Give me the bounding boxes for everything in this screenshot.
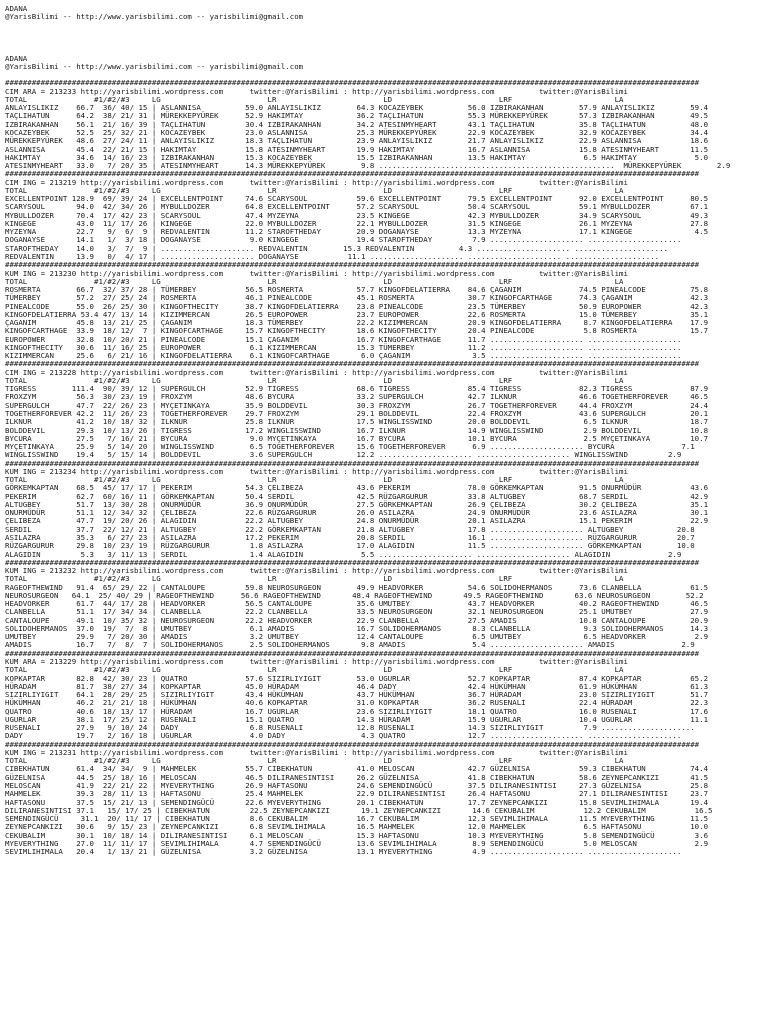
result-row: IZBIRAKANHAN 56.1 21/ 16/ 39 | TAÇLIHATUN 30.4 IZBIRAKANHAN 34.2 ATESINMYHEART 43.1 TAÇLIHATUN 35.8 TAÇLIHATUN 48.0: [5, 119, 709, 129]
result-row: DADY 19.7 2/ 16/ 18 | UGURLAR 4.0 DADY 4.3 QUATRO 12.7 ..................... .....................: [5, 731, 682, 741]
result-row: RAGEOFTHEWIND 91.4 65/ 29/ 22 | CANTALOUPE 59.8 NEUROSURGEON 49.9 HEADVORKER 54.6 SOLIDOHERMANOS 73.6 CLANBELLA 61.5: [5, 582, 709, 592]
site-credit: @YarisBilimi -- http://www.yarisbilimi.com -- yarisbilimi@gmail.com: [5, 61, 304, 71]
result-row: KINGOFTHECITY 30.6 11/ 16/ 25 | EUROPOWER 6.1 KIZIMMERCAN 15.3 TÜMERBEY 11.2 ..................... .....................: [5, 342, 682, 352]
result-row: WINGLISSWIND 19.4 5/ 15/ 14 | BOLDDEVIL 3.6 SUPERGULCH 12.2 ..................... ..................... WINGLISSWIND 2.9: [5, 450, 682, 460]
result-row: CIBEKHATUN 61.4 34/ 34/ 9 | MAHMELEK 55.7 CIBEKHATUN 41.0 MELOSCAN 42.7 GÜZELNISA 59.3 CIBEKHATUN 74.4: [5, 764, 709, 774]
result-row: ALTUGBEY 51.7 13/ 30/ 28 | ONURMÜDÜR 36.9 ONURMÜDÜR 27.5 GÖRKEMKAPTAN 26.9 ÇELIBEZA 30.2 ÇELIBEZA 35.1: [5, 499, 709, 509]
separator-line: ############################################################################################################################################################: [5, 169, 700, 179]
column-header-row: TOTAL #1/#2/#3 LG LR LD LRF LA: [5, 94, 624, 104]
result-row: KOPKAPTAR 82.8 42/ 30/ 23 | QUATRO 57.6 SIZIRLIYIGIT 53.0 UGURLAR 52.7 KOPKAPTAR 87.4 KOPKAPTAR 65.2: [5, 673, 709, 683]
separator-line: ############################################################################################################################################################: [5, 78, 700, 88]
result-row: EUROPOWER 32.8 10/ 20/ 21 | PINEALCODE 15.1 ÇAGANIM 16.7 KINGOFCARTHAGE 11.7 ..................... .....................: [5, 334, 682, 344]
blank-line: [5, 46, 764, 54]
result-row: DILIRANESINTISI 37.1 15/ 17/ 25 | CIBEKHATUN 22.5 ZEYNEPCANKIZI 19.1 ZEYNEPCANKIZI 14.6 CEKUBALIM 12.2 CEKUBALIM 16.5: [5, 805, 713, 815]
result-row: CANTALOUPE 49.1 10/ 35/ 32 | NEUROSURGEON 22.2 HEADVORKER 22.9 CLANBELLA 27.5 AMADIS 10.8 CANTALOUPE 20.9: [5, 615, 709, 625]
result-row: KINGOFDELATIERRA 53.4 47/ 13/ 14 | KIZIMMERCAN 26.5 EUROPOWER 23.7 EUROPOWER 22.6 ROSMERTA 15.0 TÜMERBEY 35.1: [5, 309, 709, 319]
result-row: CEKUBALIM 30.1 10/ 18/ 14 | DILIRANESINTISI 6.1 MELOSCAN 15.3 HAFTASONU 10.3 MYEVERYTHING 5.8 SEMENDINGÜCÜ 3.6: [5, 830, 709, 840]
result-row: AMADIS 16.7 7/ 8/ 7 | SOLIDOHERMANOS 2.5 SOLIDOHERMANOS 9.8 AMADIS 5.4 ..................... AMADIS 2.9: [5, 640, 695, 650]
result-row: HÜKÜMHAN 46.2 21/ 21/ 18 | HÜKÜMHAN 40.6 KOPKAPTAR 31.0 KOPKAPTAR 36.2 RUSENALI 22.4 HÜRADAM 22.3: [5, 698, 709, 708]
result-row: ASLANNISA 45.4 22/ 21/ 15 | HAKIMTAY 15.8 ATESINMYHEART 19.9 HAKIMTAY 16.7 ASLANNISA 15.8 ATESINMYHEART 11.5: [5, 144, 709, 154]
blank-line: [5, 30, 764, 38]
result-row: SOLIDOHERMANOS 37.0 19/ 7/ 8 | UMUTBEY 6.1 AMADIS 16.7 SOLIDOHERMANOS 8.3 CLANBELLA 9.3 SOLIDOHERMANOS 14.3: [5, 623, 709, 633]
result-row: ANLAYISLIKIZ 66.7 36/ 40/ 15 | ASLANNISA 59.0 ANLAYISLIKIZ 64.3 KOCAZEYBEK 56.0 IZBIRAKANHAN 57.9 ANLAYISLIKIZ 59.4: [5, 103, 709, 113]
column-header-row: TOTAL #1/#2/#3 LG LR LD LRF LA: [5, 375, 624, 385]
race-header: KUM ING = 213232 http://yarisbilimi.wordpress.com twitter:@YarisBilimi : http://yarisbilimi.wordpress.com twitter:@YarisBilimi: [5, 566, 628, 576]
result-row: SEMENDINGÜCÜ 31.1 20/ 11/ 17 | CIBEKHATUN 8.6 CEKUBALIM 16.7 CEKUBALIM 12.3 SEVIMLIHIMALA 11.5 MYEVERYTHING 11.5: [5, 814, 709, 824]
result-row: RUSENALI 27.9 9/ 10/ 24 | DADY 6.8 RUSENALI 12.8 RUSENALI 14.3 SIZIRLIYIGIT 7.9 .....................: [5, 723, 695, 733]
result-row: EXCELLENTPOINT 128.9 69/ 39/ 24 | EXCELLENTPOINT 74.6 SCARYSOUL 59.6 EXCELLENTPOINT 79.5 EXCELLENTPOINT 92.0 EXCELLENTPOINT 80.5: [5, 194, 709, 204]
column-header-row: TOTAL #1/#2/#3 LG LR LD LRF LA: [5, 185, 624, 195]
result-row: TÜMERBEY 57.2 27/ 25/ 24 | ROSMERTA 46.1 PINEALCODE 45.1 ROSMERTA 30.7 KINGOFCARTHAGE 74.3 ÇAGANIM 42.3: [5, 293, 709, 303]
result-row: ALAGIDIN 5.3 3/ 11/ 13 | SERDIL 1.4 ALAGIDIN 5.5 ..................... ..................... ALAGIDIN 2.9: [5, 549, 682, 559]
result-row: MÜREKKEPYÜREK 48.6 27/ 24/ 11 | ANLAYISLIKIZ 18.3 TAÇLIHATUN 23.9 ANLAYISLIKIZ 21.7 ANLAYISLIKIZ 22.9 ASLANNISA 18.6: [5, 136, 709, 146]
result-row: HAKIMTAY 34.6 14/ 16/ 23 | IZBIRAKANHAN 15.3 KOCAZEYBEK 15.5 IZBIRAKANHAN 13.5 HAKIMTAY 6.5 HAKIMTAY 5.0: [5, 152, 709, 162]
result-row: PEKERIM 62.7 60/ 16/ 11 | GÖRKEMKAPTAN 50.4 SERDIL 42.5 RÜZGARGURUR 33.8 ALTUGBEY 68.7 SERDIL 42.9: [5, 491, 709, 501]
race-header: CIM ING = 213219 http://yarisbilimi.wordpress.com twitter:@YarisBilimi : http://yarisbilimi.wordpress.com twitter:@YarisBilimi: [5, 177, 628, 187]
result-row: HAFTASONU 37.5 15/ 21/ 13 | SEMENDINGÜCÜ 22.6 MYEVERYTHING 20.1 CIBEKHATUN 17.7 ZEYNEPCANKIZI 15.8 SEVIMLIHIMALA 19.4: [5, 797, 709, 807]
site-credit: @YarisBilimi -- http://www.yarisbilimi.com -- yarisbilimi@gmail.com: [5, 12, 304, 22]
column-header-row: TOTAL #1/#2/#3 LG LR LD LRF LA: [5, 475, 624, 485]
result-row: HÜRADAM 81.7 38/ 27/ 34 | KOPKAPTAR 45.0 HÜRADAM 46.4 DADY 42.4 HÜKÜMHAN 61.9 HÜKÜMHAN 61.3: [5, 681, 709, 691]
result-row: RÜZGARGURUR 29.8 10/ 23/ 19 | RÜZGARGURUR 1.8 ASILAZRA 17.0 ALAGIDIN 11.5 ..................... GÖRKEMKAPTAN 10.0: [5, 541, 695, 551]
separator-line: ############################################################################################################################################################: [5, 359, 700, 369]
result-row: UGURLAR 38.1 17/ 25/ 12 | RUSENALI 15.1 QUATRO 14.3 HÜRADAM 15.9 UGURLAR 10.4 UGURLAR 11.1: [5, 714, 709, 724]
separator-line: ############################################################################################################################################################: [5, 648, 700, 658]
race-header: KUM ARA = 213229 http://yarisbilimi.wordpress.com twitter:@YarisBilimi : http://yarisbilimi.wordpress.com twitter:@YarisBilimi: [5, 656, 628, 666]
result-row: TOGETHERFOREVER 42.2 11/ 26/ 23 | TOGETHERFOREVER 29.7 FROXZYM 29.1 BOLDDEVIL 22.4 FROXZYM 43.6 SUPERGULCH 20.1: [5, 409, 709, 419]
result-row: QUATRO 40.6 18/ 13/ 17 | HÜRADAM 16.7 UGURLAR 23.6 SIZIRLIYIGIT 18.1 QUATRO 16.0 RUSENALI 17.6: [5, 706, 709, 716]
blank-line: [5, 22, 764, 30]
column-header-row: TOTAL #1/#2/#3 LG LR LD LRF LA: [5, 665, 624, 675]
result-row: TIGRESS 111.4 90/ 39/ 12 | SUPERGULCH 52.9 TIGRESS 68.6 TIGRESS 85.4 TIGRESS 82.3 TIGRESS 87.9: [5, 384, 709, 394]
column-header-row: TOTAL #1/#2/#3 LG LR LD LRF LA: [5, 574, 624, 584]
result-row: GÜZELNISA 44.5 25/ 18/ 16 | MELOSCAN 46.5 DILIRANESINTISI 26.2 GÜZELNISA 41.8 CIBEKHATUN 58.6 ZEYNEPCANKIZI 41.5: [5, 772, 709, 782]
result-row: NEUROSURGEON 64.1 25/ 40/ 29 | RAGEOFTHEWIND 56.6 RAGEOFTHEWIND 48.4 RAGEOFTHEWIND 49.5 RAGEOFTHEWIND 63.6 NEUROSURGEON 52.2: [5, 590, 704, 600]
result-row: KIZIMMERCAN 25.6 6/ 21/ 16 | KINGOFDELATIERRA 6.1 KINGOFCARTHAGE 6.0 ÇAGANIM 3.5 ..................... .....................: [5, 351, 682, 361]
result-row: MYEVERYTHING 27.0 11/ 11/ 17 | SEVIMLIHIMALA 4.7 SEMENDINGÜCÜ 13.6 SEVIMLIHIMALA 8.9 SEMENDINGÜCÜ 5.0 MELOSCAN 2.9: [5, 838, 709, 848]
separator-line: ############################################################################################################################################################: [5, 739, 700, 749]
result-row: KINGEGE 43.0 11/ 17/ 26 | KINGEGE 22.0 MYBULLDOZER 22.1 MYBULLDOZER 31.5 KINGEGE 26.1 MYZEYNA 27.8: [5, 218, 709, 228]
blank-line: [5, 38, 764, 46]
result-row: BOLDDEVIL 29.3 10/ 13/ 26 | TIGRESS 17.2 WINGLISSWIND 16.7 ILKNUR 14.9 WINGLISSWIND 2.9 BOLDDEVIL 10.8: [5, 425, 709, 435]
result-row: REDVALENTIN 13.9 0/ 4/ 17 | ..................... DOGANAYSE 11.1 ..................... ..................... .....................: [5, 251, 660, 261]
result-row: ZEYNEPCANKIZI 30.6 9/ 15/ 23 | ZEYNEPCANKIZI 6.8 SEVIMLIHIMALA 16.5 MAHMELEK 12.0 MAHMELEK 6.5 HAFTASONU 10.0: [5, 822, 709, 832]
result-row: SIZIRLIYIGIT 64.1 28/ 29/ 25 | SIZIRLIYIGIT 43.4 HÜKÜMHAN 43.7 HÜKÜMHAN 36.7 HÜRADAM 23.0 SIZIRLIYIGIT 51.7: [5, 690, 709, 700]
result-row: DOGANAYSE 14.1 1/ 3/ 18 | DOGANAYSE 9.0 KINGEGE 19.4 STAROFTHEDAY 7.9 ..................... .....................: [5, 235, 682, 245]
city-title: ADANA: [5, 53, 28, 63]
result-row: STAROFTHEDAY 14.0 3/ 7/ 9 | ..................... REDVALENTIN 15.3 REDVALENTIN 4.3 ..................... .....................: [5, 243, 668, 253]
result-row: ASILAZRA 35.3 6/ 27/ 23 | ASILAZRA 17.2 PEKERIM 20.8 SERDIL 16.1 ..................... RÜZGARGURUR 20.7: [5, 533, 695, 542]
result-row: SCARYSOUL 94.0 42/ 34/ 26 | MYBULLDOZER 64.8 EXCELLENTPOINT 57.2 SCARYSOUL 50.4 SCARYSOUL 59.1 MYBULLDOZER 67.1: [5, 202, 709, 212]
result-row: BYCURA 27.5 7/ 16/ 21 | BYCURA 9.0 MYÇETINKAYA 16.7 BYCURA 10.1 BYCURA 2.5 MYÇETINKAYA 10.7: [5, 433, 709, 443]
result-row: ÇELIBEZA 47.7 19/ 20/ 26 | ALAGIDIN 22.2 ALTUGBEY 24.8 ONURMÜDÜR 20.1 ASILAZRA 15.1 PEKERIM 22.9: [5, 516, 709, 526]
result-row: KOCAZEYBEK 52.5 25/ 32/ 21 | KOCAZEYBEK 23.0 ASLANNISA 25.3 MÜREKKEPYÜREK 22.9 KOCAZEYBEK 32.9 KOCAZEYBEK 34.4: [5, 127, 709, 137]
result-row: MYÇETINKAYA 25.9 5/ 14/ 20 | WINGLISSWIND 6.5 TOGETHERFOREVER 15.6 TOGETHERFOREVER 6.9 ..................... BYCURA 7.1: [5, 442, 695, 452]
result-row: ONURMÜDÜR 51.1 12/ 34/ 32 | ÇELIBEZA 22.6 RÜZGARGURUR 26.0 ASILAZRA 24.9 ONURMÜDÜR 23.6 ASILAZRA 30.1: [5, 508, 709, 518]
result-row: GÖRKEMKAPTAN 68.5 45/ 17/ 17 | PEKERIM 54.3 ÇELIBEZA 43.6 PEKERIM 78.0 GÖRKEMKAPTAN 91.5 ONURMÜDÜR 43.6: [5, 483, 709, 493]
result-row: MYZEYNA 22.7 9/ 6/ 9 | REDVALENTIN 11.2 STAROFTHEDAY 20.9 DOGANAYSE 13.3 MYZEYNA 17.1 KINGEGE 4.5: [5, 227, 709, 237]
result-row: MYBULLDOZER 70.4 17/ 42/ 23 | SCARYSOUL 47.4 MYZEYNA 23.5 KINGEGE 42.3 MYBULLDOZER 34.9 SCARYSOUL 49.3: [5, 210, 709, 220]
result-row: MAHMELEK 39.3 28/ 11/ 13 | HAFTASONU 25.4 MAHMELEK 22.9 DILIRANESINTISI 26.4 HAFTASONU 27.1 DILIRANESINTISI 23.7: [5, 789, 709, 799]
race-header: CIM ING = 213228 http://yarisbilimi.wordpress.com twitter:@YarisBilimi : http://yarisbilimi.wordpress.com twitter:@YarisBilimi: [5, 367, 628, 377]
race-header: KUM ING = 213230 http://yarisbilimi.wordpress.com twitter:@YarisBilimi : http://yarisbilimi.wordpress.com twitter:@YarisBilimi: [5, 268, 628, 278]
result-row: HEADVORKER 61.7 44/ 17/ 28 | HEADVORKER 56.5 CANTALOUPE 35.6 UMUTBEY 43.7 HEADVORKER 40.2 RAGEOFTHEWIND 46.5: [5, 599, 709, 609]
race-header: KUM ING = 213234 http://yarisbilimi.wordpress.com twitter:@YarisBilimi : http://yarisbilimi.wordpress.com twitter:@YarisBilimi: [5, 466, 628, 476]
result-row: TAÇLIHATUN 64.2 38/ 21/ 31 | MÜREKKEPYÜREK 52.9 HAKIMTAY 36.2 TAÇLIHATUN 55.3 MÜREKKEPYÜREK 57.3 IZBIRAKANHAN 49.5: [5, 111, 709, 121]
result-row: MELOSCAN 41.9 22/ 21/ 22 | MYEVERYTHING 26.9 HAFTASONU 24.6 SEMENDINGÜCÜ 37.5 DILIRANESINTISI 27.3 GÜZELNISA 25.8: [5, 780, 709, 790]
column-header-row: TOTAL #1/#2/#3 LG LR LD LRF LA: [5, 276, 624, 286]
result-row: SUPERGULCH 47.7 22/ 26/ 23 | MYÇETINKAYA 35.9 BOLDDEVIL 30.3 FROXZYM 26.7 TOGETHERFOREVER 44.4 FROXZYM 24.4: [5, 400, 709, 410]
race-header: KUM ING = 213231 http://yarisbilimi.wordpress.com twitter:@YarisBilimi : http://yarisbilimi.wordpress.com twitter:@YarisBilimi: [5, 747, 628, 757]
result-row: SEVIMLIHIMALA 20.4 1/ 13/ 21 | GÜZELNISA 3.2 GÜZELNISA 13.1 MYEVERYTHING 4.9 ..................... .....................: [5, 847, 682, 857]
result-row: PINEALCODE 55.0 26/ 25/ 30 | KINGOFTHECITY 38.7 KINGOFDELATIERRA 23.8 PINEALCODE 23.5 TÜMERBEY 50.9 EUROPOWER 42.3: [5, 301, 709, 311]
race-header: CIM ARA = 213233 http://yarisbilimi.wordpress.com twitter:@YarisBilimi : http://yarisbilimi.wordpress.com twitter:@YarisBilimi: [5, 86, 628, 96]
result-row: CLANBELLA 51.1 17/ 34/ 34 | CLANBELLA 22.2 CLANBELLA 33.5 NEUROSURGEON 32.1 NEUROSURGEON 25.1 UMUTBEY 27.9: [5, 607, 709, 617]
result-row: SERDIL 37.7 22/ 12/ 21 | ALTUGBEY 22.2 GÖRKEMKAPTAN 21.8 ALTUGBEY 17.8 ..................... ALTUGBEY 20.8: [5, 524, 695, 534]
separator-line: ############################################################################################################################################################: [5, 557, 700, 567]
result-row: FROXZYM 56.3 30/ 23/ 19 | FROXZYM 48.6 BYCURA 33.2 SUPERGULCH 42.7 ILKNUR 46.6 TOGETHERFOREVER 46.5: [5, 392, 709, 402]
result-row: ILKNUR 41.2 10/ 18/ 32 | ILKNUR 25.8 ILKNUR 17.5 WINGLISSWIND 20.0 BOLDDEVIL 6.5 ILKNUR 18.7: [5, 417, 709, 427]
result-row: KINGOFCARTHAGE 33.9 18/ 12/ 7 | KINGOFCARTHAGE 15.7 KINGOFTHECITY 18.6 KINGOFTHECITY 20.4 PINEALCODE 5.8 ROSMERTA 15.7: [5, 326, 709, 336]
city-title: ADANA: [5, 4, 28, 13]
column-header-row: TOTAL #1/#2/#3 LG LR LD LRF LA: [5, 756, 624, 766]
result-row: UMUTBEY 29.9 7/ 20/ 30 | AMADIS 3.2 UMUTBEY 12.4 CANTALOUPE 6.5 UMUTBEY 6.5 HEADVORKER 2.9: [5, 632, 709, 642]
result-row: ROSMERTA 66.7 32/ 37/ 28 | TÜMERBEY 56.5 ROSMERTA 57.7 KINGOFDELATIERRA 84.6 ÇAGANIM 74.5 PINEALCODE 75.8: [5, 285, 709, 295]
result-row: ATESINMYHEART 33.0 7/ 20/ 35 | ATESINMYHEART 14.3 MÜREKKEPYÜREK 9.8 ..................................................... MÜREKKEPYÜREK 2.9: [5, 161, 731, 171]
separator-line: ############################################################################################################################################################: [5, 260, 700, 270]
separator-line: ############################################################################################################################################################: [5, 458, 700, 468]
result-row: ÇAGANIM 45.8 13/ 21/ 25 | ÇAGANIM 18.3 TÜMERBEY 22.2 KIZIMMERCAN 20.9 KINGOFDELATIERRA 8.7 KINGOFDELATIERRA 17.9: [5, 318, 709, 328]
